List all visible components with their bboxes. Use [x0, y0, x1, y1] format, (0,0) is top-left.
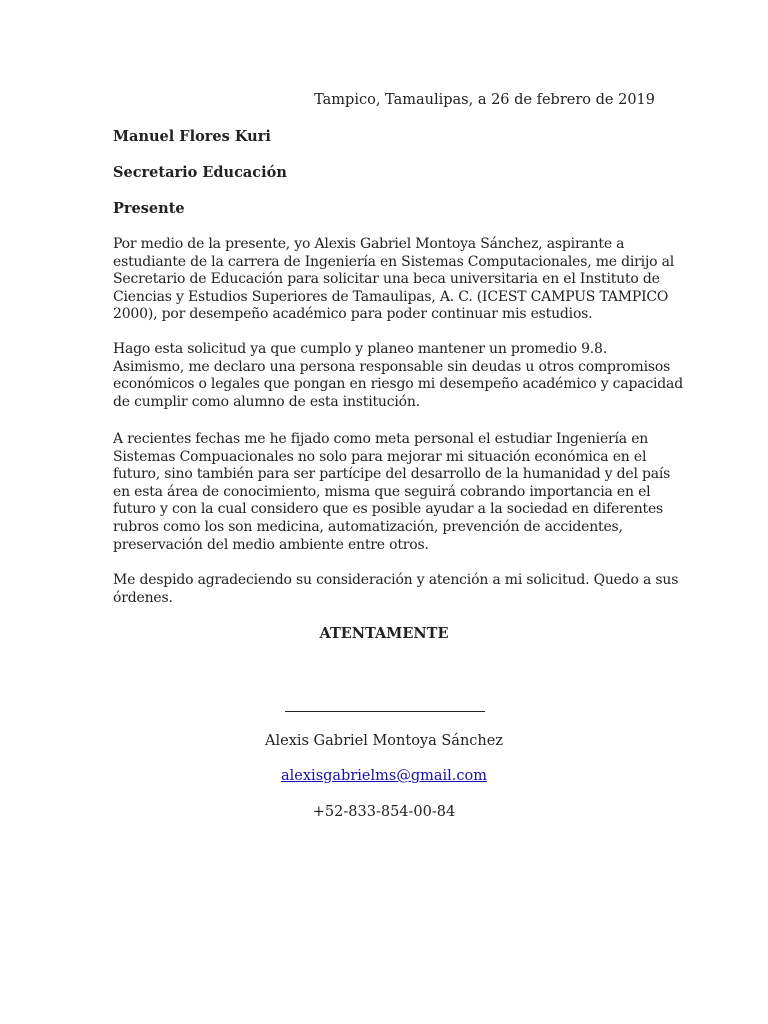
email-container [0, 768, 768, 784]
paragraph-line: preservación del medio ambiente entre otros. [113, 536, 429, 553]
paragraph-line: de cumplir como alumno de esta institución. [113, 393, 420, 410]
paragraph-line: futuro, sino también para ser partícipe del desarrollo de la humanidad y del país [113, 466, 671, 483]
recipient-name: Manuel Flores Kuri [113, 128, 271, 145]
signature-line [285, 711, 485, 712]
paragraph-commitment [113, 341, 683, 411]
date-line: Tampico, Tamaulipas, a 26 de febrero de 2019 [314, 92, 655, 108]
paragraph-farewell [113, 572, 679, 607]
paragraph-line: rubros como los son medicina, automatización, prevención de accidentes, [113, 518, 623, 535]
paragraph-line: Hago esta solicitud ya que cumplo y planeo mantener un promedio 9.8. [113, 341, 607, 357]
paragraph-line: Sistemas Compuacionales no solo para mejorar mi situación económica en el [113, 448, 647, 465]
paragraph-motivation [113, 431, 671, 554]
signature-name: Alexis Gabriel Montoya Sánchez [265, 733, 503, 749]
paragraph-line: estudiante de la carrera de Ingeniería en Sistemas Computacionales, me dirijo al [113, 253, 674, 270]
paragraph-line: Por medio de la presente, yo Alexis Gabriel Montoya Sánchez, aspirante a [113, 236, 625, 252]
email-link[interactable]: alexisgabrielms@gmail.com [281, 768, 487, 784]
paragraph-line: económicos o legales que pongan en riesgo mi desempeño académico y capacidad [113, 376, 683, 393]
recipient-title: Secretario Educación [113, 164, 287, 181]
paragraph-line: órdenes. [113, 589, 173, 606]
paragraph-line: A recientes fechas me he fijado como meta personal el estudiar Ingeniería en [113, 431, 649, 447]
paragraph-line: futuro y con la cual considero que es posible ayudar a la sociedad en diferentes [113, 501, 664, 518]
paragraph-line: Me despido agradeciendo su consideración y atención a mi solicitud. Quedo a sus [113, 572, 679, 588]
paragraph-request [113, 236, 674, 324]
closing: ATENTAMENTE [319, 625, 449, 642]
paragraph-line: Ciencias y Estudios Superiores de Tamaulipas, A. C. (ICEST CAMPUS TAMPICO [113, 288, 669, 305]
paragraph-line: Asimismo, me declaro una persona responsable sin deudas u otros compromisos [113, 358, 671, 375]
phone-number: +52-833-854-00-84 [312, 804, 456, 820]
paragraph-line: 2000), por desempeño académico para poder continuar mis estudios. [113, 306, 593, 323]
salutation: Presente [113, 200, 185, 217]
paragraph-line: en esta área de conocimiento, misma que seguirá cobrando importancia en el [113, 483, 651, 500]
paragraph-line: Secretario de Educación para solicitar una beca universitaria en el Instituto de [113, 271, 660, 288]
